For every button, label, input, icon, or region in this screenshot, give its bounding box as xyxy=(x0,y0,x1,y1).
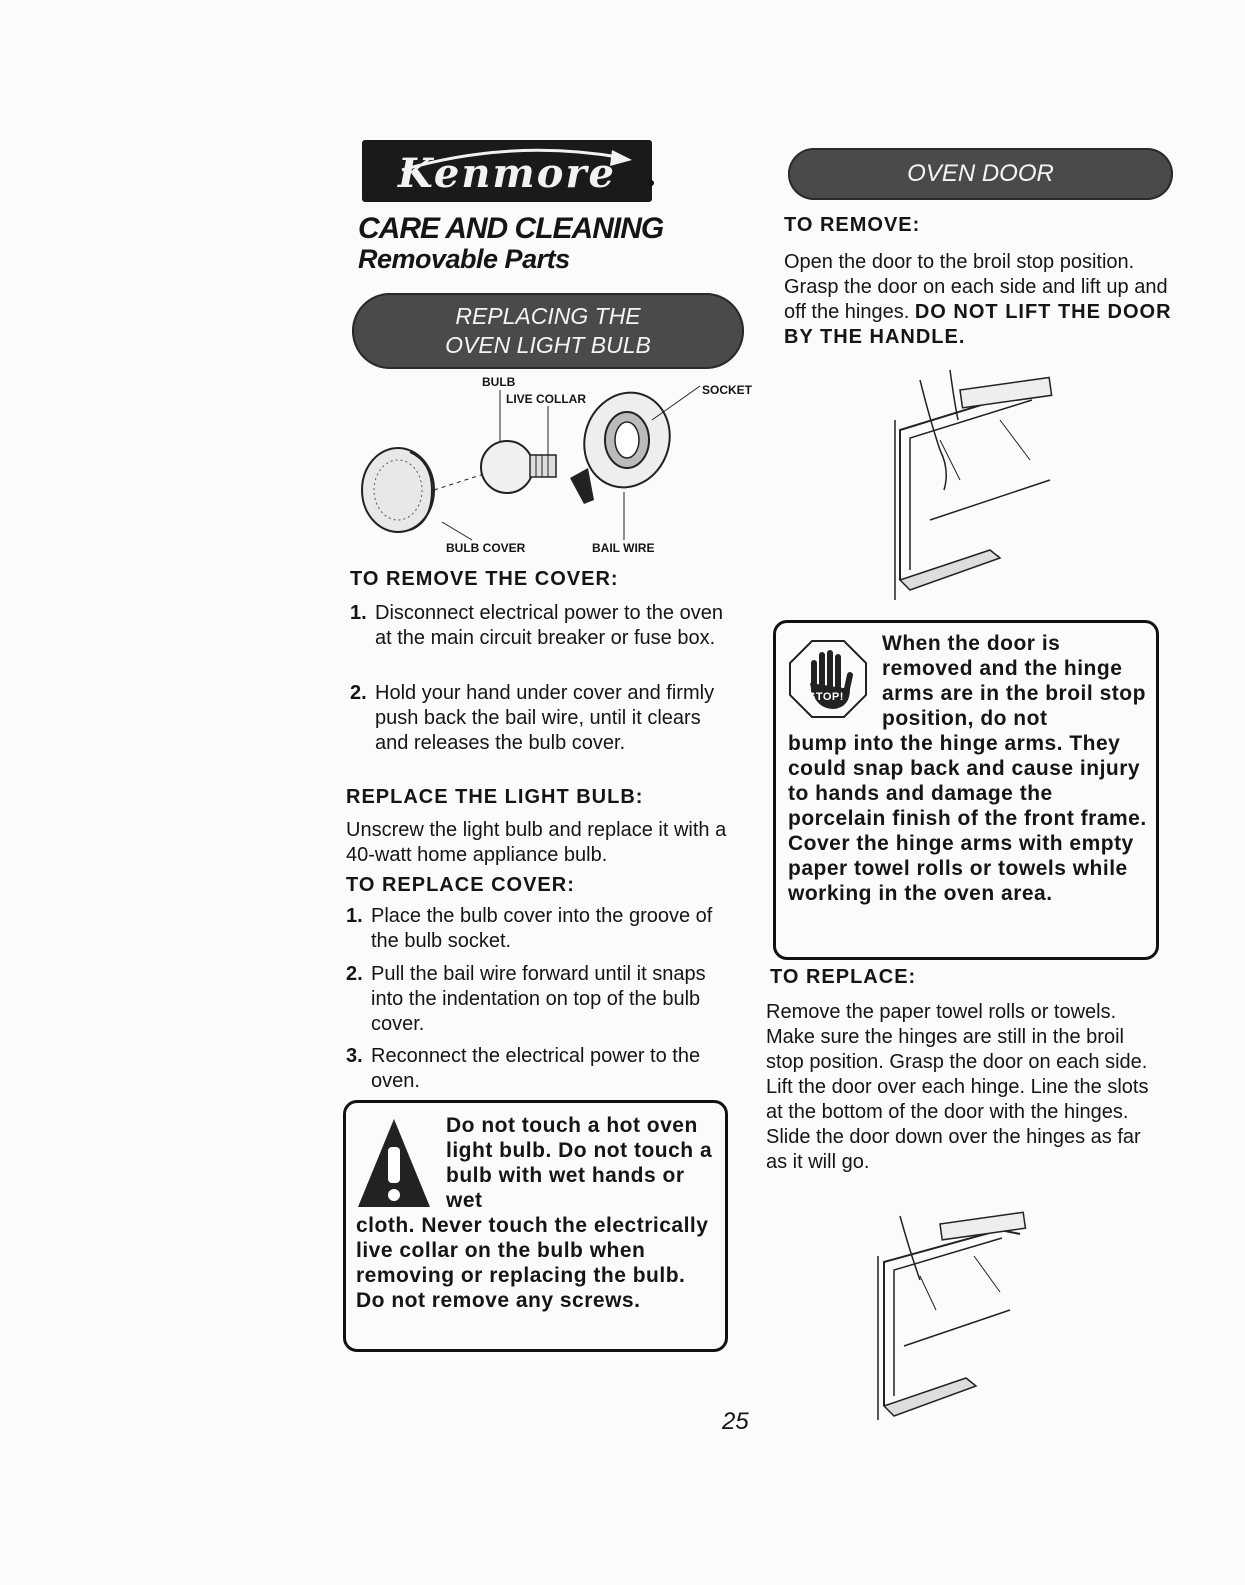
warning-triangle-icon xyxy=(356,1117,432,1209)
step-number: 1. xyxy=(346,905,363,927)
remove-text xyxy=(784,250,1174,350)
heading-to-remove: TO REMOVE: xyxy=(784,214,921,236)
replace-text: Remove the paper towel rolls or towels. Make sure the hinges are still in the broil stop position. Grasp the door on each side. Lift the door over each hinge. Line the slots at the bottom of the door with the hinges. Slide the door down over the hinges as far as it will go. xyxy=(766,1001,1149,1173)
step-number: 2. xyxy=(350,682,367,704)
step-text: Reconnect the electrical power to the oven. xyxy=(371,1045,701,1092)
light-bulb-icon xyxy=(481,441,556,493)
pill-line-2: OVEN LIGHT BULB xyxy=(445,332,651,358)
heading-replace-cover: TO REPLACE COVER: xyxy=(346,874,575,896)
remove-body: Open the door to the broil stop position. Grasp the door on each side and lift up and off the hinges. xyxy=(784,251,1168,323)
warning-lead-text: Do not touch a hot oven light bulb. Do not touch a bulb with wet hands or wet xyxy=(446,1114,713,1212)
stop-label: STOP! xyxy=(808,691,844,703)
section-pill-oven-door: OVEN DOOR xyxy=(788,148,1173,200)
heading-replace-bulb: REPLACE THE LIGHT BULB: xyxy=(346,786,644,808)
remove-cover-step-2 xyxy=(350,681,735,756)
kenmore-logo xyxy=(362,140,652,202)
replace-cover-step-1 xyxy=(346,904,731,954)
caution-box-door xyxy=(773,620,1159,960)
step-number: 2. xyxy=(346,963,363,985)
replace-bulb-text: Unscrew the light bulb and replace it with a 40-watt home appliance bulb. xyxy=(346,819,727,866)
warning-rest-text: cloth. Never touch the electrically live collar on the bulb when removing or replacing the bulb. Do not remove any screws. xyxy=(356,1214,709,1312)
label-bail-wire: BAIL WIRE xyxy=(592,541,655,555)
bulb-cover-icon xyxy=(362,448,434,532)
step-text: Place the bulb cover into the groove of the bulb socket. xyxy=(371,905,713,952)
logo-dot xyxy=(648,180,654,186)
step-text: Disconnect electrical power to the oven at the main circuit breaker or fuse box. xyxy=(375,602,723,649)
step-text: Pull the bail wire forward until it snaps into the indentation on top of the bulb cover. xyxy=(371,963,706,1035)
oven-door-replace-diagram xyxy=(870,1206,1040,1426)
label-live-collar: LIVE COLLAR xyxy=(506,392,586,406)
logo-text: Kenmore xyxy=(398,150,616,197)
step-number: 3. xyxy=(346,1045,363,1067)
caution-rest-text: bump into the hinge arms. They could snap back and cause injury to hands and damage the porcelain finish of the front frame. Cover the hinge arms with empty paper towel rolls or towels while working in the oven area. xyxy=(788,732,1147,905)
label-socket: SOCKET xyxy=(702,383,753,397)
step-text: Hold your hand under cover and firmly push back the bail wire, until it clears and releases the bulb cover. xyxy=(375,682,715,754)
step-number: 1. xyxy=(350,602,367,624)
label-bulb: BULB xyxy=(482,375,516,389)
heading-to-replace: TO REPLACE: xyxy=(770,966,917,988)
page-title: CARE AND CLEANING xyxy=(358,212,664,245)
label-bulb-cover: BULB COVER xyxy=(446,541,526,555)
pill-line-1: REPLACING THE xyxy=(455,303,641,329)
section-pill-light-bulb xyxy=(352,293,744,369)
page-subtitle: Removable Parts xyxy=(358,244,570,274)
caution-lead-text: When the door is removed and the hinge arms are in the broil stop position, do not xyxy=(882,632,1146,730)
replace-cover-step-3 xyxy=(346,1044,731,1094)
remove-bold-warning: DO NOT LIFT THE DOOR BY THE HANDLE. xyxy=(784,301,1172,348)
remove-cover-step-1 xyxy=(350,601,735,651)
oven-door-removal-diagram xyxy=(880,360,1070,610)
page-number: 25 xyxy=(722,1408,749,1435)
arrow-icon xyxy=(570,468,594,504)
warning-box-bulb xyxy=(343,1100,728,1352)
heading-remove-cover: TO REMOVE THE COVER: xyxy=(350,568,619,590)
replace-cover-step-2 xyxy=(346,962,731,1037)
